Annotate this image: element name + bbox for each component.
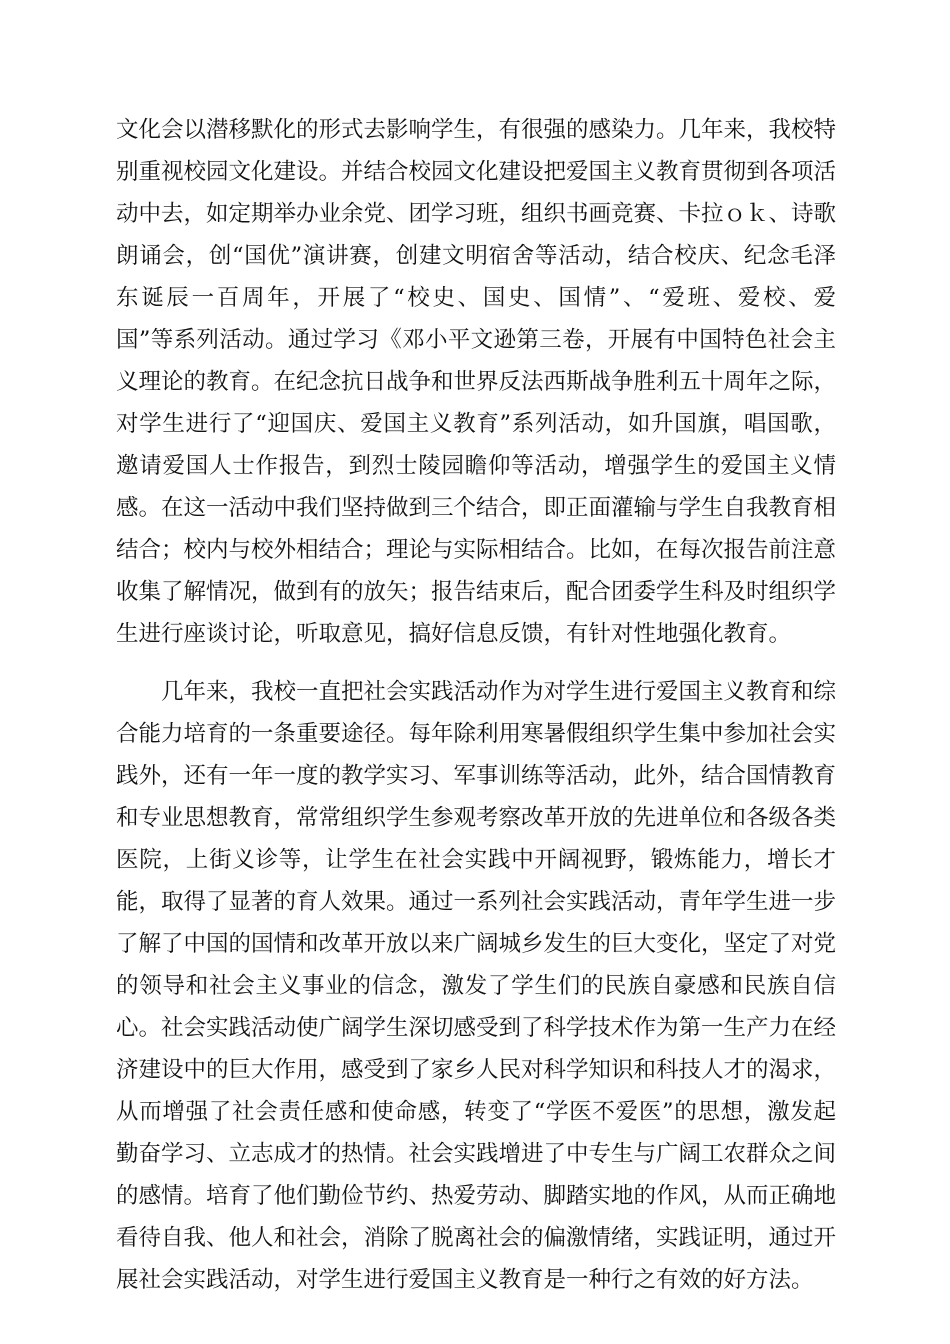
text-line: 践外，还有一年一度的教学实习、军事训练等活动，此外，结合国情教育 (116, 763, 836, 789)
text-line: 感。在这一活动中我们坚持做到三个结合，即正面灌输与学生自我教育相 (116, 495, 836, 521)
text-line: 生进行座谈讨论，听取意见，搞好信息反馈，有针对性地强化教育。 (116, 621, 792, 647)
text-line: 济建设中的巨大作用，感受到了家乡人民对科学知识和科技人才的渴求， (116, 1057, 836, 1083)
text-line: 国”等系列活动。通过学习《邓小平文逊第三卷，开展有中国特色社会主 (116, 327, 836, 353)
text-line: 对学生进行了“迎国庆、爱国主义教育”系列活动，如升国旗，唱国歌， (116, 411, 836, 437)
text-line: 和专业思想教育，常常组织学生参观考察改革开放的先进单位和各级各类 (116, 805, 836, 831)
text-line: 的感情。培育了他们勤俭节约、热爱劳动、脚踏实地的作风，从而正确地 (116, 1183, 836, 1209)
text-line: 动中去，如定期举办业余党、团学习班，组织书画竞赛、卡拉ｏｋ、诗歌 (116, 201, 836, 227)
text-line: 的领导和社会主义事业的信念，激发了学生们的民族自豪感和民族自信 (116, 973, 836, 999)
text-line: 义理论的教育。在纪念抗日战争和世界反法西斯战争胜利五十周年之际， (116, 369, 836, 395)
text-line: 文化会以潜移默化的形式去影响学生，有很强的感染力。几年来，我校特 (116, 117, 836, 143)
text-line: 东诞辰一百周年，开展了“校史、国史、国情”、“爱班、爱校、爱 (116, 285, 836, 311)
text-line: 结合；校内与校外相结合；理论与实际相结合。比如，在每次报告前注意 (116, 537, 836, 563)
text-line: 展社会实践活动，对学生进行爱国主义教育是一种行之有效的好方法。 (116, 1267, 814, 1293)
text-line: 别重视校园文化建设。并结合校园文化建设把爱国主义教育贯彻到各项活 (116, 159, 836, 185)
text-line: 邀请爱国人士作报告，到烈士陵园瞻仰等活动，增强学生的爱国主义情 (116, 453, 836, 479)
text-line: 看待自我、他人和社会，消除了脱离社会的偏激情绪，实践证明，通过开 (116, 1225, 836, 1251)
text-line: 心。社会实践活动使广阔学生深切感受到了科学技术作为第一生产力在经 (116, 1015, 836, 1041)
text-line: 合能力培育的一条重要途径。每年除利用寒暑假组织学生集中参加社会实 (116, 721, 836, 747)
text-line: 能，取得了显著的育人效果。通过一系列社会实践活动，青年学生进一步 (116, 889, 836, 915)
text-line: 朗诵会，创“国优”演讲赛，创建文明宿舍等活动，结合校庆、纪念毛泽 (116, 243, 836, 269)
text-line: 了解了中国的国情和改革开放以来广阔城乡发生的巨大变化，坚定了对党 (116, 931, 836, 957)
text-line: 从而增强了社会责任感和使命感，转变了“学医不爱医”的思想，激发起 (116, 1099, 836, 1125)
text-line: 几年来，我校一直把社会实践活动作为对学生进行爱国主义教育和综 (161, 679, 836, 705)
text-line: 收集了解情况，做到有的放矢；报告结束后，配合团委学生科及时组织学 (116, 579, 836, 605)
text-line: 勤奋学习、立志成才的热情。社会实践增进了中专生与广阔工农群众之间 (116, 1141, 836, 1167)
text-line: 医院，上街义诊等，让学生在社会实践中开阔视野，锻炼能力，增长才 (116, 847, 836, 873)
